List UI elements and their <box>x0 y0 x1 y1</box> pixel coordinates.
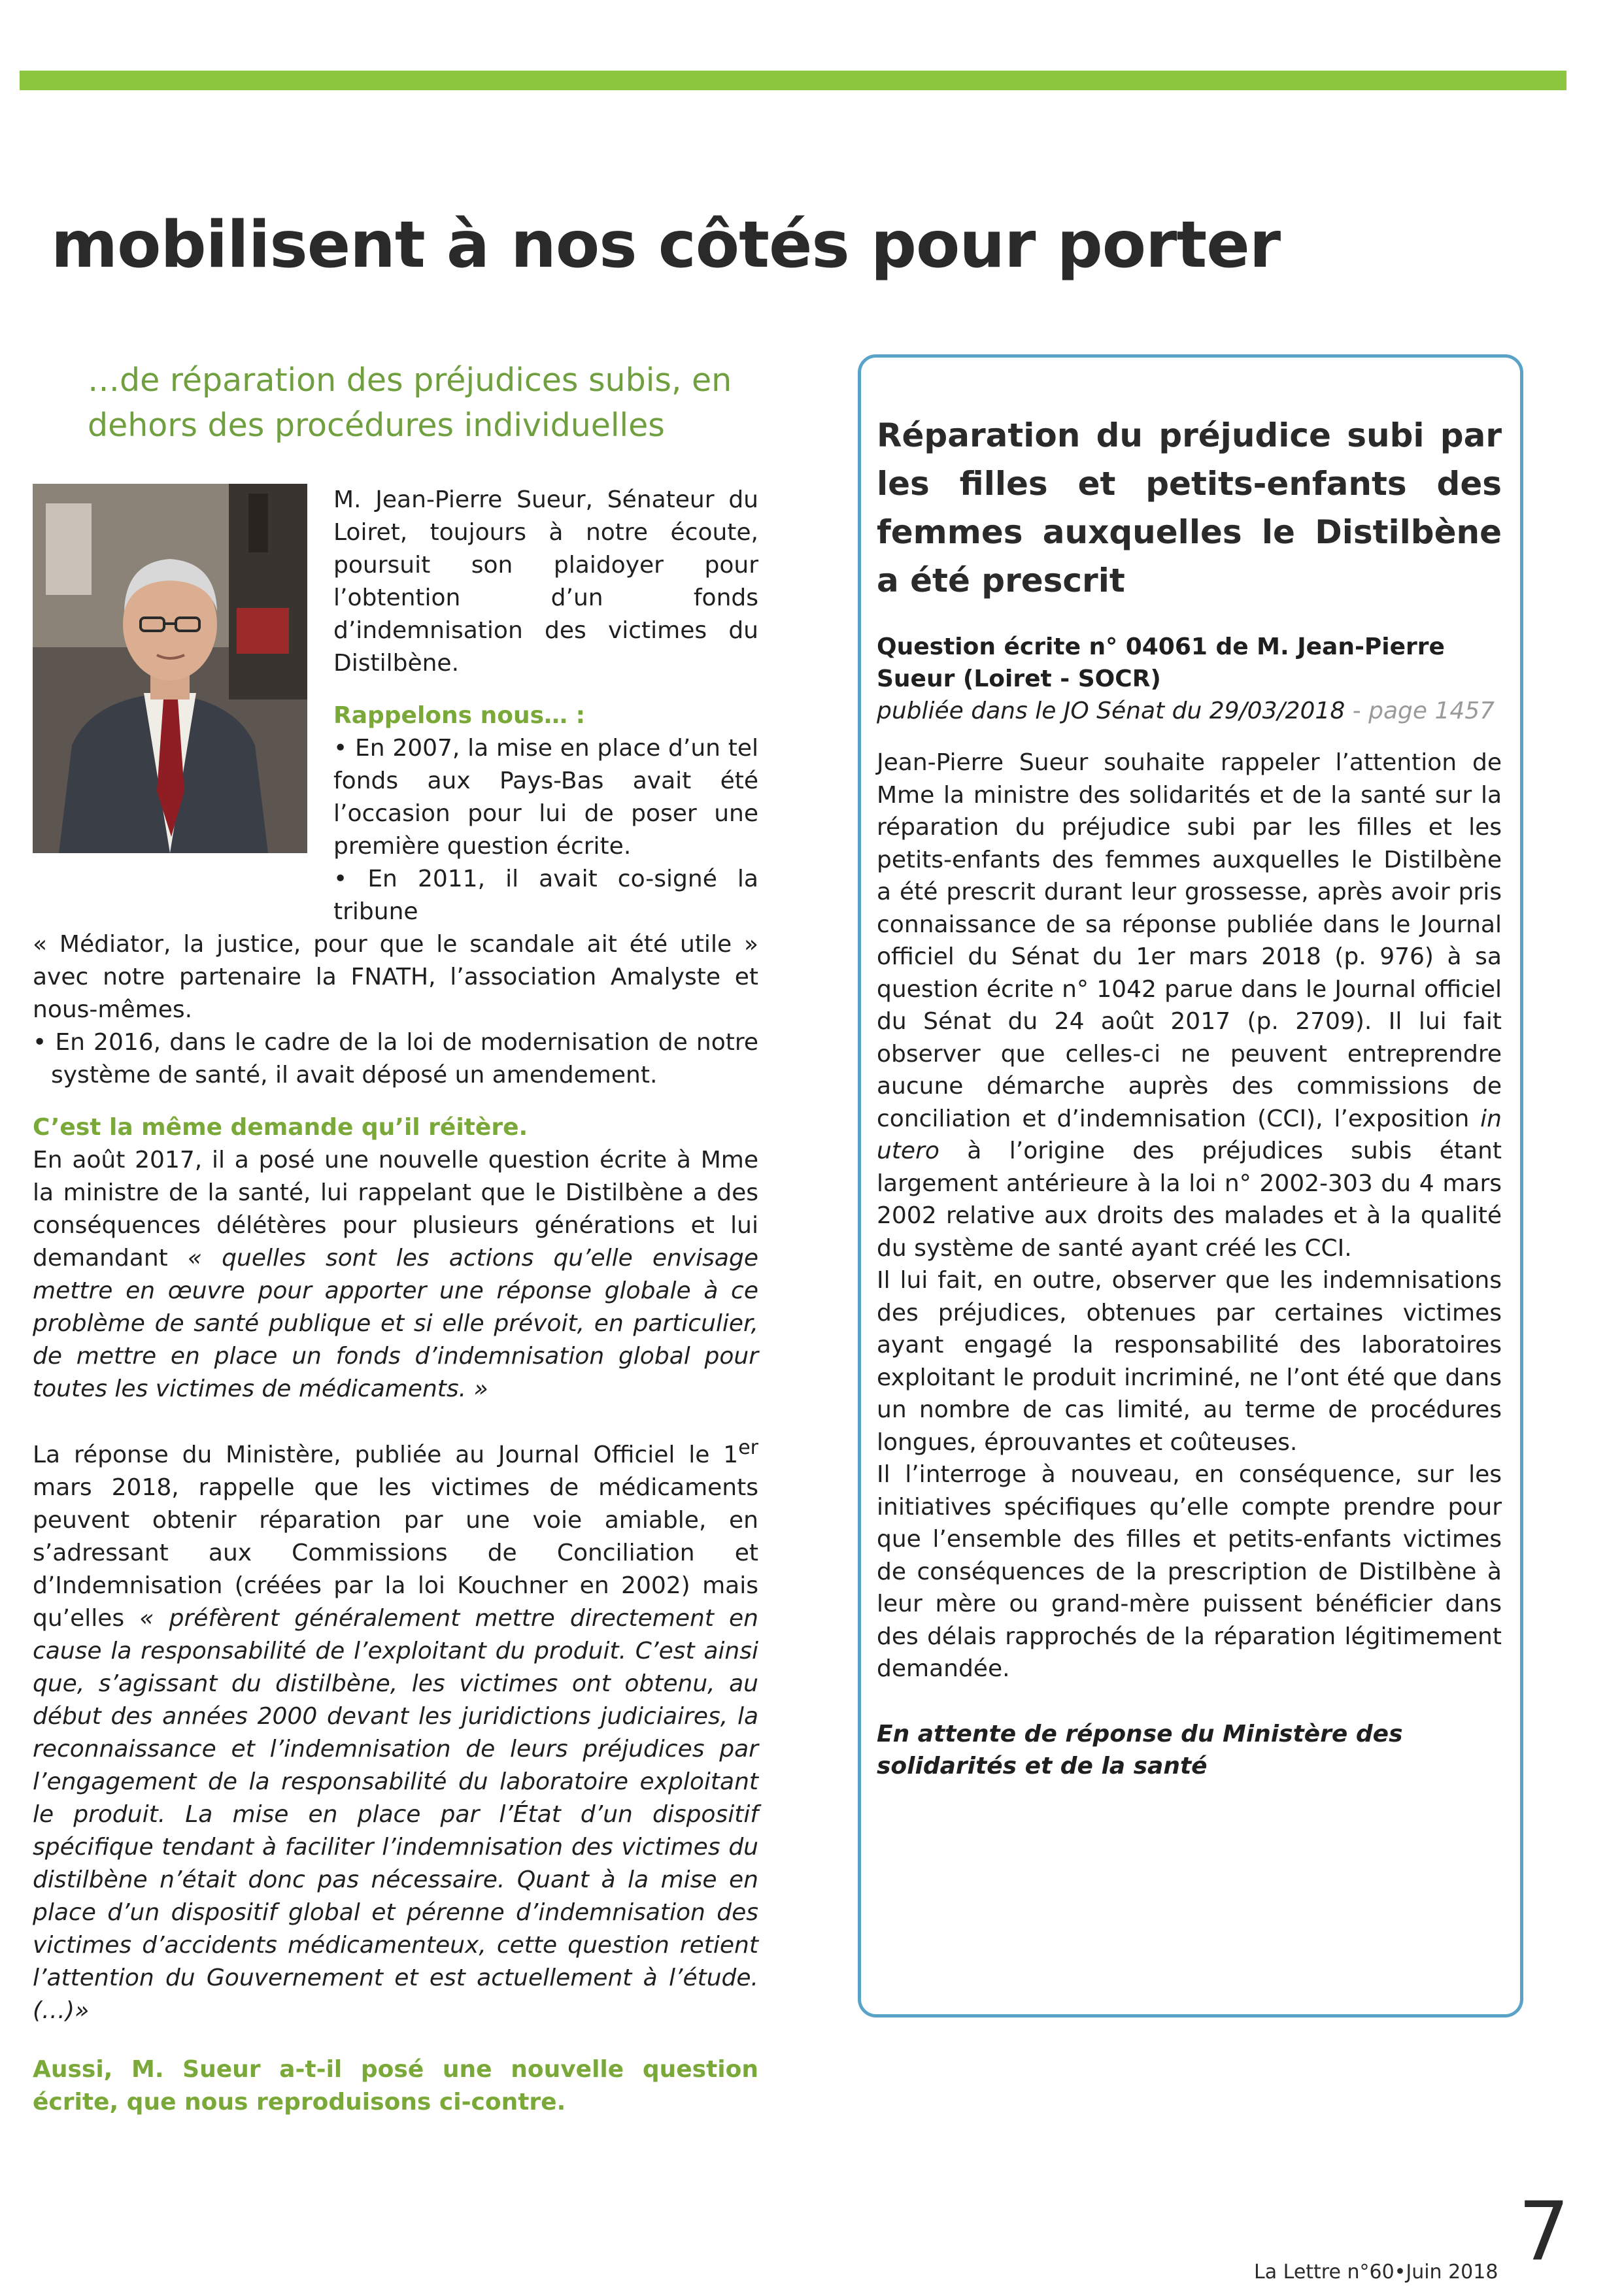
page-ref: - page 1457 <box>1345 698 1495 724</box>
repeat-heading: C’est la même demande qu’il réitère. <box>33 1114 528 1141</box>
closing-note: Aussi, M. Sueur a-t-il posé une nouvelle question écrite, que nous reproduisons ci-contre. <box>33 2056 758 2116</box>
para-reponse <box>33 1432 758 2027</box>
question-para-2: Il lui fait, en outre, observer que les indemnisations des préjudices, obtenues par certaines victimes ayant engagé la responsabilité des laboratoires exploitant le produit incriminé, ne l’ont été que dans un nombre de cas limité, au terme de procédures longues, éprouvantes et coûteuses. <box>877 1267 1502 1456</box>
bullet-2007: • En 2007, la mise en place d’un tel fonds aux Pays-Bas avait été l’occasion pour lui de poser une première question écrite. <box>333 735 758 860</box>
bullet-2011-cont: « Médiator, la justice, pour que le scandale ait été utile » avec notre partenaire la FNATH, l’association Amalyste et nous-mêmes. <box>33 931 758 1023</box>
page-title-light: pour porter <box>849 207 1281 282</box>
publication-line <box>877 695 1502 727</box>
awaiting-response: En attente de réponse du Ministère des solidarités et de la santé <box>877 1720 1403 1780</box>
page-title-bold: mobilisent à nos côtés <box>51 207 849 282</box>
page-title <box>51 207 1281 282</box>
question-para-1 <box>877 747 1502 1264</box>
reponse-text-a: La réponse du Ministère, publiée au Journal Officiel le 1 <box>33 1442 739 1468</box>
reponse-text-b: mars 2018, rappelle que les victimes de médicaments peuvent obtenir réparation par une voie amiable, en s’adressant aux Commissions de Conciliation et d’Indemnisation (créées par la loi Kouchner en 2002) mais qu’elles <box>33 1474 758 1632</box>
rappel-heading: Rappelons nous… : <box>333 702 585 729</box>
reponse-sup: er <box>738 1436 758 1459</box>
footer-issue: La Lettre n°60•Juin 2018 <box>1254 2261 1498 2284</box>
q1-text-b: à l’origine des préjudices subis étant largement antérieure à la loi n° 2002-303 du 4 mars 2002 relative aux droits des malades et à la qualité du système de santé ayant créé les CCI. <box>877 1138 1502 1262</box>
question-ref: Question écrite n° 04061 de M. Jean-Pierre Sueur (Loiret - SOCR) <box>877 633 1445 692</box>
box-title: Réparation du préjudice subi par les filles et petits-enfants des femmes auxquelles le Distilbène a été prescrit <box>877 416 1502 599</box>
page-number: 7 <box>1518 2185 1570 2279</box>
article-intro: M. Jean-Pierre Sueur, Sénateur du Loiret, toujours à notre écoute, poursuit son plaidoyer pour l’obtention d’un fonds d’indemnisation des victimes du Distilbène. <box>333 486 758 677</box>
para-aout-quote: « quelles sont les actions qu’elle envisage mettre en œuvre pour apporter une réponse globale à ce problème de santé publique et si elle prévoit, en particulier, de mettre en place un fonds d’indemnisation global pour toutes les victimes de médicaments. » <box>33 1245 758 1402</box>
bullet-2011-start: • En 2011, il avait co-signé la tribune <box>333 866 758 925</box>
article-body <box>33 484 758 2119</box>
para-aout-2017 <box>33 1144 758 1406</box>
question-para-3: Il l’interroge à nouveau, en conséquence, sur les initiatives spécifiques qu’elle compte prendre pour que l’ensemble des filles et petits-enfants victimes de conséquences de la prescription de Distilbène à leur mère ou grand-mère puissent bénéficier dans des délais rapprochés de la réparation légitimement demandée. <box>877 1461 1502 1682</box>
question-box <box>858 354 1523 2017</box>
reponse-quote: « préfèrent généralement mettre directement en cause la responsabilité de l’exploitant du produit. C’est ainsi que, s’agissant du distilbène, les victimes ont obtenu, au début des années 2000 devant les juridictions judiciaires, la reconnaissance et l’indemnisation de leurs préjudices par l’engagement de la responsabilité du laboratoire exploitant le produit. La mise en place par l’État d’un dispositif spécifique tendant à faciliter l’indemnisation des victimes du distilbène n’était donc pas nécessaire. Quant à la mise en place d’un dispositif global et pérenne d’indemnisation des victimes d’accidents médicamenteux, cette question retient l’attention du Gouvernement et est actuellement à l’étude. (…)» <box>33 1605 758 2024</box>
bullet-2016: • En 2016, dans le cadre de la loi de modernisation de notre système de santé, il avait déposé un amendement. <box>33 1029 758 1088</box>
article-subheading: …de réparation des préjudices subis, en dehors des procédures individuelles <box>88 362 732 444</box>
top-green-bar <box>20 71 1566 90</box>
q1-text-a: Jean-Pierre Sueur souhaite rappeler l’attention de Mme la ministre des solidarités et de la santé sur la réparation du préjudice subi par les filles et les petits-enfants des femmes auxquelles le Distilbène a été prescrit durant leur grossesse, après avoir pris connaissance de sa réponse publiée dans le Journal officiel du Sénat du 1er mars 2018 (p. 976) à sa question écrite n° 1042 parue dans le Journal officiel du Sénat du 24 août 2017 (p. 2709). Il lui fait observer que celles-ci ne peuvent entreprendre aucune démarche auprès des commissions de conciliation et d’indemnisation (CCI), l’exposition <box>877 749 1502 1132</box>
published-date: publiée dans le JO Sénat du 29/03/2018 <box>877 698 1345 724</box>
para-aout-text: En août 2017, il a posé une nouvelle question écrite à Mme la ministre de la santé, lui rappelant que le Distilbène a des conséquences délétères pour plusieurs générations et lui demandant <box>33 1147 758 1272</box>
q1-italic: in utero <box>877 1105 1502 1164</box>
question-body <box>877 747 1502 1685</box>
